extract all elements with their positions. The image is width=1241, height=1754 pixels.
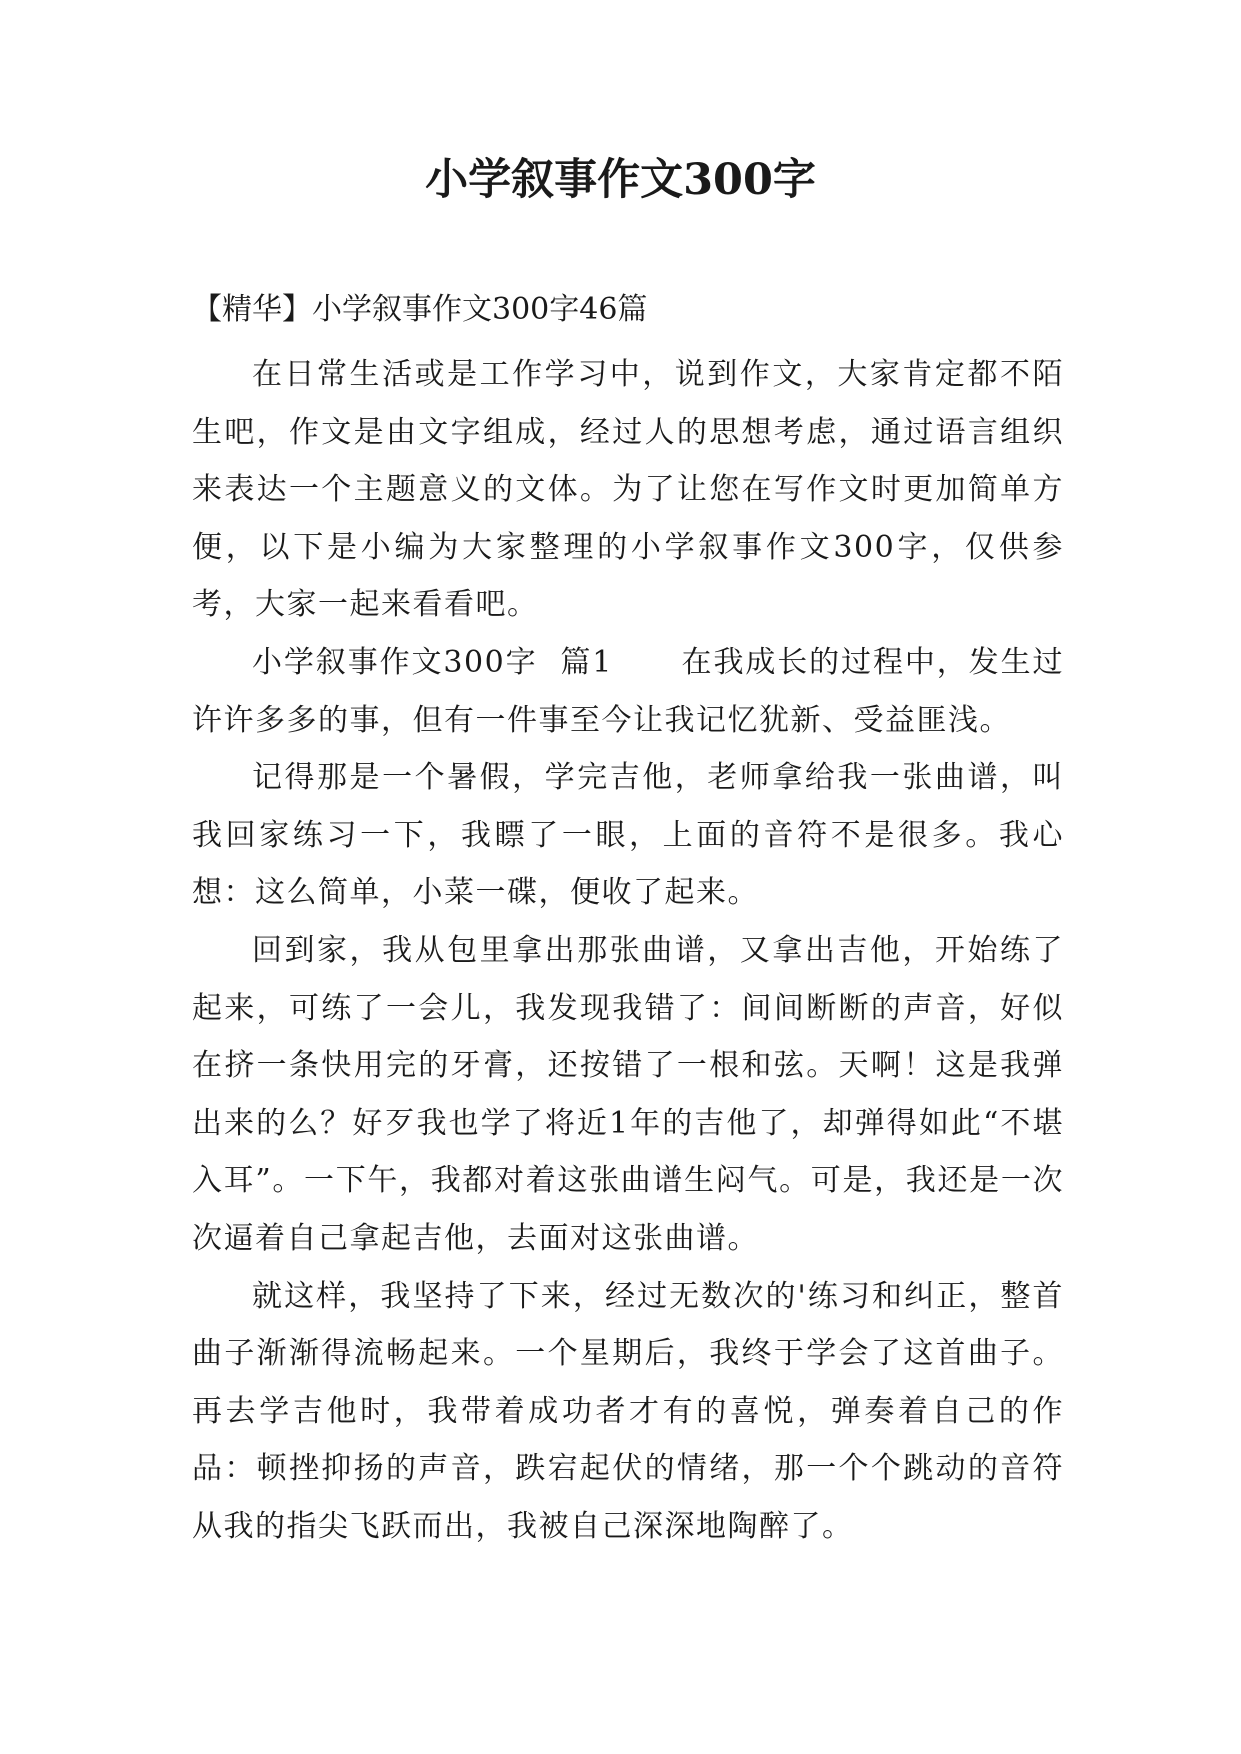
paragraph-practice: 回到家，我从包里拿出那张曲谱，又拿出吉他，开始练了起来，可练了一会儿，我发现我错了：间间断断的声音，好似在挤一条快用完的牙膏，还按错了一根和弦。天啊！这是我弹出来的么？好歹我也学了将近1年的吉他了，却弹得如此“不堪入耳”。一下午，我都对着这张曲谱生闷气。可是，我还是一次次逼着自己拿起吉他，去面对这张曲谱。 <box>192 932 1064 1256</box>
paragraph-essay-heading: 小学叙事作文300字 篇1 在我成长的过程中，发生过许许多多的事，但有一件事至今让我记忆犹新、受益匪浅。 <box>192 644 1064 738</box>
document-title: 小学叙事作文300字 <box>425 155 816 205</box>
document-body <box>192 346 1064 1555</box>
paragraph-intro: 在日常生活或是工作学习中，说到作文，大家肯定都不陌生吧，作文是由文字组成，经过人的思想考虑，通过语言组织来表达一个主题意义的文体。为了让您在写作文时更加简单方便，以下是小编为大家整理的小学叙事作文300字，仅供参考，大家一起来看看吧。 <box>192 357 1064 623</box>
paragraph-success: 就这样，我坚持了下来，经过无数次的'练习和纠正，整首曲子渐渐得流畅起来。一个星期后，我终于学会了这首曲子。再去学吉他时，我带着成功者才有的喜悦，弹奏着自己的作品：顿挫抑扬的声音，跌宕起伏的情绪，那一个个跳动的音符从我的指尖飞跃而出，我被自己深深地陶醉了。 <box>192 1278 1064 1544</box>
paragraph-summer: 记得那是一个暑假，学完吉他，老师拿给我一张曲谱，叫我回家练习一下，我瞟了一眼，上面的音符不是很多。我心想：这么简单，小菜一碟，便收了起来。 <box>192 760 1064 911</box>
document-subtitle: 【精华】小学叙事作文300字46篇 <box>192 292 648 327</box>
